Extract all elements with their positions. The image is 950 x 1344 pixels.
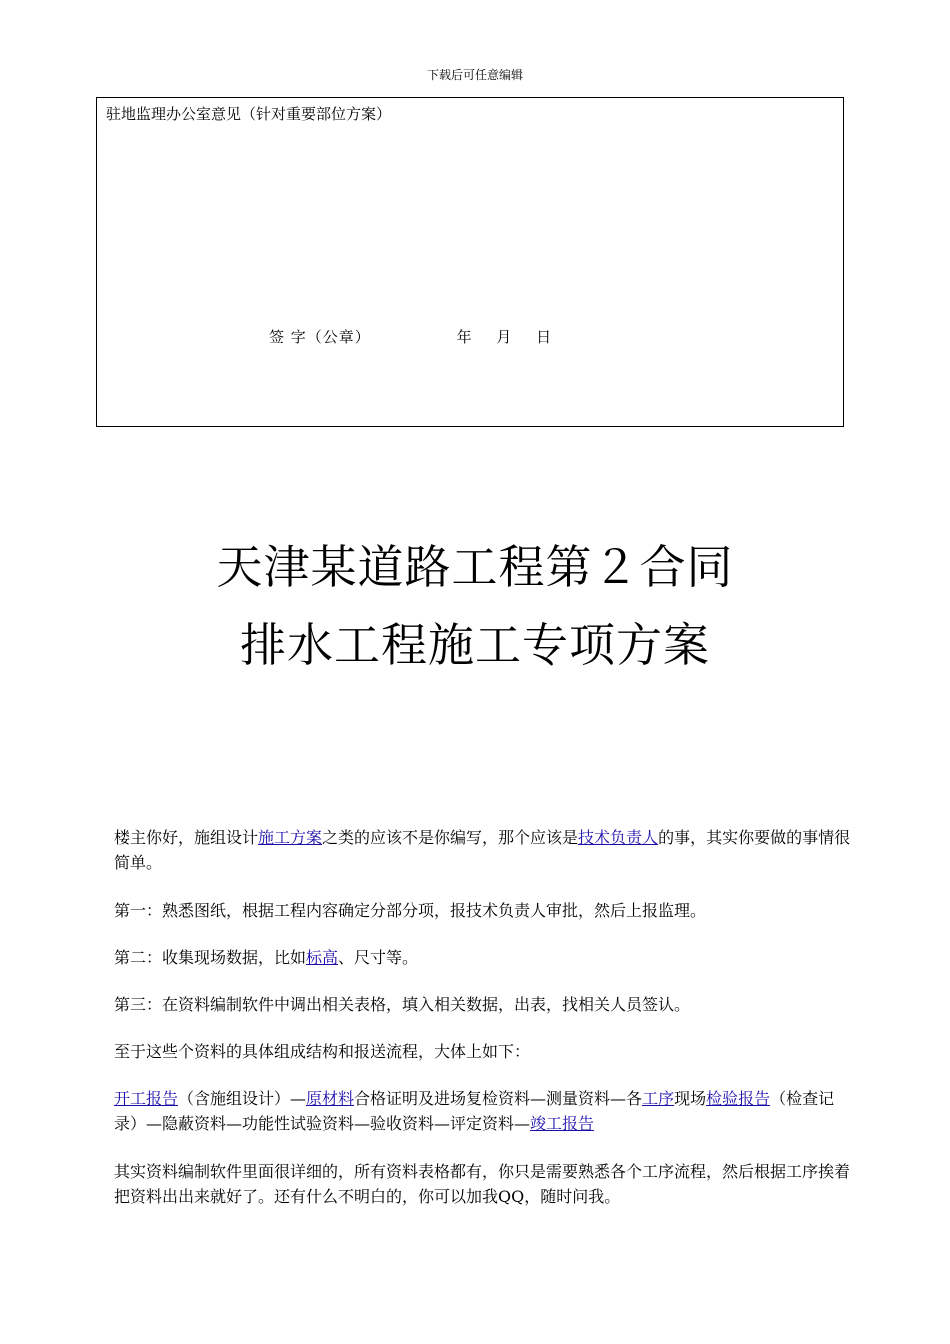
main-title-line-1: 天津某道路工程第２合同 — [216, 540, 734, 594]
opinion-box-title: 驻地监理办公室意见（针对重要部位方案） — [106, 105, 392, 123]
day-label: 日 — [536, 328, 552, 346]
link-inspection-report[interactable]: 检验报告 — [706, 1089, 771, 1108]
text-span: 合格证明及进场复检资料—测量资料—各 — [354, 1089, 643, 1108]
supervision-opinion-box — [96, 97, 844, 427]
text-span: （检查记录）—隐蔽资料—功能性试验资料—验收资料—评定资料— — [114, 1089, 835, 1133]
link-raw-materials[interactable]: 原材料 — [306, 1089, 355, 1108]
text-span: 楼主你好，施组设计 — [114, 828, 259, 847]
text-span: （含施组设计）— — [178, 1089, 307, 1108]
link-process[interactable]: 工序 — [642, 1089, 675, 1108]
link-completion-report[interactable]: 竣工报告 — [530, 1114, 595, 1133]
signature-line — [269, 326, 551, 347]
paragraph-intro — [114, 825, 854, 875]
year-label: 年 — [456, 328, 472, 346]
link-start-report[interactable]: 开工报告 — [114, 1089, 179, 1108]
text-span: 现场 — [674, 1089, 707, 1108]
paragraph-step-1: 第一：熟悉图纸，根据工程内容确定分部分项，报技术负责人审批，然后上报监理。 — [114, 901, 707, 920]
paragraph-step-2 — [114, 945, 854, 970]
page-header-note: 下载后可任意编辑 — [426, 68, 523, 82]
link-elevation[interactable]: 标高 — [306, 948, 339, 967]
date-fields — [457, 328, 552, 346]
text-span: 、尺寸等。 — [338, 948, 419, 967]
paragraph-process-flow — [114, 1086, 854, 1136]
main-title-line-2: 排水工程施工专项方案 — [240, 618, 710, 672]
link-construction-plan[interactable]: 施工方案 — [258, 828, 323, 847]
paragraph-process-intro: 至于这些个资料的具体组成结构和报送流程，大体上如下： — [114, 1042, 531, 1061]
text-span: 第二：收集现场数据，比如 — [114, 948, 307, 967]
link-technical-lead[interactable]: 技术负责人 — [578, 828, 659, 847]
paragraph-closing: 其实资料编制软件里面很详细的，所有资料表格都有，你只是需要熟悉各个工序流程，然后根据工序挨着把资料出出来就好了。还有什么不明白的，你可以加我QQ，随时问我。 — [114, 1162, 851, 1206]
text-span: 的事，其实你要做的事情很简单。 — [114, 828, 851, 872]
signature-label: 签 字（公章） — [269, 328, 371, 346]
month-label: 月 — [496, 328, 512, 346]
paragraph-step-3: 第三：在资料编制软件中调出相关表格，填入相关数据，出表，找相关人员签认。 — [114, 995, 691, 1014]
text-span: 之类的应该不是你编写，那个应该是 — [322, 828, 579, 847]
